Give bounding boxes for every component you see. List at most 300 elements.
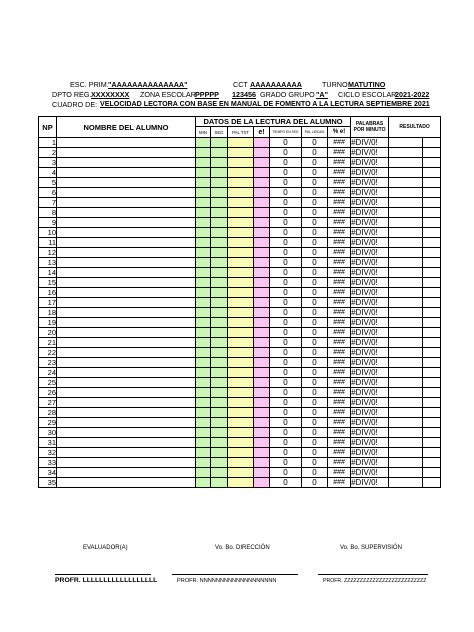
row-tiempo: 0 bbox=[270, 338, 302, 348]
row-extra bbox=[423, 178, 441, 188]
row-palleidas: 0 bbox=[302, 368, 328, 378]
row-nombre bbox=[57, 418, 196, 428]
row-seg bbox=[211, 348, 228, 358]
row-resultado bbox=[389, 318, 423, 328]
row-palabras: #DIV/0! bbox=[351, 368, 389, 378]
row-e bbox=[254, 188, 270, 198]
grado-value: 123456 bbox=[232, 90, 256, 99]
row-np: 19 bbox=[39, 318, 57, 328]
row-tiempo: 0 bbox=[270, 218, 302, 228]
row-palleidas: 0 bbox=[302, 348, 328, 358]
row-np: 30 bbox=[39, 428, 57, 438]
row-np: 25 bbox=[39, 378, 57, 388]
row-seg bbox=[211, 258, 228, 268]
row-paltxt bbox=[228, 458, 254, 468]
row-nombre bbox=[57, 268, 196, 278]
table-row bbox=[39, 318, 441, 328]
row-palleidas: 0 bbox=[302, 358, 328, 368]
row-palabras: #DIV/0! bbox=[351, 158, 389, 168]
row-e bbox=[254, 328, 270, 338]
table-row bbox=[39, 168, 441, 178]
row-palleidas: 0 bbox=[302, 408, 328, 418]
row-palabras: #DIV/0! bbox=[351, 268, 389, 278]
row-e bbox=[254, 248, 270, 258]
row-np: 8 bbox=[39, 208, 57, 218]
row-np: 3 bbox=[39, 158, 57, 168]
turno-value: MATUTINO bbox=[348, 80, 386, 89]
row-resultado bbox=[389, 418, 423, 428]
row-paltxt bbox=[228, 378, 254, 388]
row-min bbox=[196, 478, 211, 488]
table-row bbox=[39, 458, 441, 468]
row-nombre bbox=[57, 348, 196, 358]
row-pct: ### bbox=[328, 468, 351, 478]
row-e bbox=[254, 238, 270, 248]
row-palleidas: 0 bbox=[302, 248, 328, 258]
row-tiempo: 0 bbox=[270, 348, 302, 358]
row-resultado bbox=[389, 408, 423, 418]
row-palleidas: 0 bbox=[302, 418, 328, 428]
row-tiempo: 0 bbox=[270, 398, 302, 408]
table-row bbox=[39, 438, 441, 448]
row-palabras: #DIV/0! bbox=[351, 388, 389, 398]
row-e bbox=[254, 158, 270, 168]
row-extra bbox=[423, 378, 441, 388]
row-palabras: #DIV/0! bbox=[351, 178, 389, 188]
row-e bbox=[254, 198, 270, 208]
row-tiempo: 0 bbox=[270, 148, 302, 158]
row-resultado bbox=[389, 158, 423, 168]
profr-evaluador: PROFR. LLLLLLLLLLLLLLLLLL bbox=[55, 577, 158, 584]
row-paltxt bbox=[228, 308, 254, 318]
row-paltxt bbox=[228, 238, 254, 248]
row-pct: ### bbox=[328, 178, 351, 188]
row-e bbox=[254, 258, 270, 268]
row-min bbox=[196, 378, 211, 388]
row-seg bbox=[211, 328, 228, 338]
row-tiempo: 0 bbox=[270, 478, 302, 488]
row-np: 28 bbox=[39, 408, 57, 418]
table-row bbox=[39, 418, 441, 428]
reading-speed-table bbox=[38, 116, 441, 488]
row-nombre bbox=[57, 158, 196, 168]
col-np-header: NP bbox=[39, 117, 57, 138]
row-tiempo: 0 bbox=[270, 208, 302, 218]
row-np: 26 bbox=[39, 388, 57, 398]
row-palabras: #DIV/0! bbox=[351, 258, 389, 268]
row-pct: ### bbox=[328, 368, 351, 378]
row-paltxt bbox=[228, 208, 254, 218]
row-e bbox=[254, 218, 270, 228]
row-min bbox=[196, 358, 211, 368]
row-min bbox=[196, 328, 211, 338]
row-tiempo: 0 bbox=[270, 328, 302, 338]
row-palleidas: 0 bbox=[302, 338, 328, 348]
row-paltxt bbox=[228, 218, 254, 228]
row-palleidas: 0 bbox=[302, 298, 328, 308]
row-nombre bbox=[57, 338, 196, 348]
row-tiempo: 0 bbox=[270, 428, 302, 438]
row-resultado bbox=[389, 228, 423, 238]
row-paltxt bbox=[228, 168, 254, 178]
row-np: 5 bbox=[39, 178, 57, 188]
row-pct: ### bbox=[328, 148, 351, 158]
col-resultado-header: RESULTADO bbox=[389, 117, 441, 138]
row-paltxt bbox=[228, 228, 254, 238]
profr-direccion: PROFR. NNNNNNNNNNNNNNNNNNN bbox=[177, 578, 277, 584]
row-palleidas: 0 bbox=[302, 288, 328, 298]
row-paltxt bbox=[228, 478, 254, 488]
row-min bbox=[196, 298, 211, 308]
row-e bbox=[254, 358, 270, 368]
row-e bbox=[254, 298, 270, 308]
row-np: 29 bbox=[39, 418, 57, 428]
row-tiempo: 0 bbox=[270, 458, 302, 468]
row-np: 2 bbox=[39, 148, 57, 158]
row-extra bbox=[423, 328, 441, 338]
row-np: 10 bbox=[39, 228, 57, 238]
row-palleidas: 0 bbox=[302, 468, 328, 478]
row-min bbox=[196, 138, 211, 148]
row-extra bbox=[423, 458, 441, 468]
row-e bbox=[254, 278, 270, 288]
row-min bbox=[196, 178, 211, 188]
grado-label: GRADO GRUPO bbox=[260, 90, 315, 99]
table-row bbox=[39, 178, 441, 188]
row-palabras: #DIV/0! bbox=[351, 138, 389, 148]
row-tiempo: 0 bbox=[270, 138, 302, 148]
row-tiempo: 0 bbox=[270, 318, 302, 328]
row-tiempo: 0 bbox=[270, 308, 302, 318]
row-np: 27 bbox=[39, 398, 57, 408]
row-pct: ### bbox=[328, 478, 351, 488]
row-nombre bbox=[57, 138, 196, 148]
col-datos-header: DATOS DE LA LECTURA DEL ALUMNO bbox=[196, 117, 351, 127]
row-np: 32 bbox=[39, 448, 57, 458]
row-tiempo: 0 bbox=[270, 418, 302, 428]
row-extra bbox=[423, 138, 441, 148]
row-resultado bbox=[389, 348, 423, 358]
row-pct: ### bbox=[328, 278, 351, 288]
row-resultado bbox=[389, 358, 423, 368]
sub-tiempo-header: TIEMPO EN SEG bbox=[270, 127, 302, 138]
row-palleidas: 0 bbox=[302, 238, 328, 248]
row-palabras: #DIV/0! bbox=[351, 468, 389, 478]
table-row bbox=[39, 428, 441, 438]
row-nombre bbox=[57, 168, 196, 178]
row-pct: ### bbox=[328, 428, 351, 438]
row-seg bbox=[211, 308, 228, 318]
row-extra bbox=[423, 418, 441, 428]
row-extra bbox=[423, 248, 441, 258]
row-seg bbox=[211, 468, 228, 478]
signature-line-1 bbox=[55, 574, 151, 575]
row-np: 34 bbox=[39, 468, 57, 478]
row-seg bbox=[211, 278, 228, 288]
row-palabras: #DIV/0! bbox=[351, 208, 389, 218]
row-nombre bbox=[57, 258, 196, 268]
row-nombre bbox=[57, 328, 196, 338]
row-seg bbox=[211, 268, 228, 278]
row-min bbox=[196, 288, 211, 298]
dpto-label: DPTO REG. bbox=[52, 90, 92, 99]
row-extra bbox=[423, 158, 441, 168]
row-np: 22 bbox=[39, 348, 57, 358]
row-extra bbox=[423, 318, 441, 328]
row-tiempo: 0 bbox=[270, 468, 302, 478]
row-nombre bbox=[57, 228, 196, 238]
row-np: 6 bbox=[39, 188, 57, 198]
table-row bbox=[39, 378, 441, 388]
row-pct: ### bbox=[328, 448, 351, 458]
row-paltxt bbox=[228, 148, 254, 158]
row-min bbox=[196, 318, 211, 328]
sub-seg-header: SEG bbox=[211, 127, 228, 138]
row-np: 9 bbox=[39, 218, 57, 228]
row-extra bbox=[423, 398, 441, 408]
row-extra bbox=[423, 288, 441, 298]
row-min bbox=[196, 158, 211, 168]
cuadro-value: VELOCIDAD LECTORA CON BASE EN MANUAL DE FOMENTO A LA LECTURA SEPTIEMBRE 2021 bbox=[100, 100, 430, 108]
row-nombre bbox=[57, 368, 196, 378]
row-min bbox=[196, 218, 211, 228]
grupo-value: "A" bbox=[316, 90, 329, 99]
row-resultado bbox=[389, 198, 423, 208]
row-extra bbox=[423, 338, 441, 348]
row-seg bbox=[211, 338, 228, 348]
row-paltxt bbox=[228, 388, 254, 398]
row-min bbox=[196, 408, 211, 418]
table-body bbox=[39, 138, 441, 488]
col-nombre-header: NOMBRE DEL ALUMNO bbox=[57, 117, 196, 138]
row-resultado bbox=[389, 268, 423, 278]
row-nombre bbox=[57, 218, 196, 228]
row-np: 11 bbox=[39, 238, 57, 248]
row-pct: ### bbox=[328, 238, 351, 248]
row-min bbox=[196, 428, 211, 438]
row-np: 24 bbox=[39, 368, 57, 378]
row-palabras: #DIV/0! bbox=[351, 308, 389, 318]
row-palabras: #DIV/0! bbox=[351, 278, 389, 288]
row-resultado bbox=[389, 258, 423, 268]
row-seg bbox=[211, 388, 228, 398]
row-palleidas: 0 bbox=[302, 378, 328, 388]
table-row bbox=[39, 308, 441, 318]
col-palabras-header: PALABRAS POR MINUTO bbox=[351, 117, 389, 138]
row-extra bbox=[423, 438, 441, 448]
row-paltxt bbox=[228, 398, 254, 408]
row-extra bbox=[423, 258, 441, 268]
row-resultado bbox=[389, 308, 423, 318]
row-seg bbox=[211, 218, 228, 228]
row-palabras: #DIV/0! bbox=[351, 378, 389, 388]
row-min bbox=[196, 248, 211, 258]
row-e bbox=[254, 468, 270, 478]
row-np: 17 bbox=[39, 298, 57, 308]
row-palleidas: 0 bbox=[302, 268, 328, 278]
ciclo-value: 2021-2022 bbox=[395, 90, 430, 99]
row-min bbox=[196, 448, 211, 458]
row-tiempo: 0 bbox=[270, 408, 302, 418]
table-row bbox=[39, 228, 441, 238]
row-resultado bbox=[389, 148, 423, 158]
row-pct: ### bbox=[328, 308, 351, 318]
row-palleidas: 0 bbox=[302, 388, 328, 398]
row-extra bbox=[423, 278, 441, 288]
row-pct: ### bbox=[328, 228, 351, 238]
row-extra bbox=[423, 468, 441, 478]
row-pct: ### bbox=[328, 268, 351, 278]
table-row bbox=[39, 208, 441, 218]
row-seg bbox=[211, 178, 228, 188]
row-min bbox=[196, 258, 211, 268]
row-resultado bbox=[389, 448, 423, 458]
row-pct: ### bbox=[328, 338, 351, 348]
row-tiempo: 0 bbox=[270, 438, 302, 448]
table-row bbox=[39, 218, 441, 228]
row-extra bbox=[423, 428, 441, 438]
row-e bbox=[254, 138, 270, 148]
row-paltxt bbox=[228, 198, 254, 208]
row-palleidas: 0 bbox=[302, 448, 328, 458]
row-pct: ### bbox=[328, 348, 351, 358]
row-resultado bbox=[389, 298, 423, 308]
row-pct: ### bbox=[328, 218, 351, 228]
row-nombre bbox=[57, 318, 196, 328]
row-np: 13 bbox=[39, 258, 57, 268]
row-resultado bbox=[389, 458, 423, 468]
row-e bbox=[254, 168, 270, 178]
table-row bbox=[39, 238, 441, 248]
row-resultado bbox=[389, 248, 423, 258]
row-resultado bbox=[389, 278, 423, 288]
row-resultado bbox=[389, 238, 423, 248]
turno-label: TURNO bbox=[322, 80, 348, 89]
row-palabras: #DIV/0! bbox=[351, 478, 389, 488]
row-paltxt bbox=[228, 248, 254, 258]
row-resultado bbox=[389, 468, 423, 478]
row-np: 21 bbox=[39, 338, 57, 348]
row-palabras: #DIV/0! bbox=[351, 298, 389, 308]
row-palleidas: 0 bbox=[302, 198, 328, 208]
row-seg bbox=[211, 288, 228, 298]
row-seg bbox=[211, 448, 228, 458]
row-nombre bbox=[57, 428, 196, 438]
row-palabras: #DIV/0! bbox=[351, 438, 389, 448]
row-resultado bbox=[389, 288, 423, 298]
row-e bbox=[254, 228, 270, 238]
row-paltxt bbox=[228, 318, 254, 328]
row-min bbox=[196, 308, 211, 318]
table-row bbox=[39, 268, 441, 278]
row-extra bbox=[423, 298, 441, 308]
row-e bbox=[254, 318, 270, 328]
row-nombre bbox=[57, 378, 196, 388]
row-nombre bbox=[57, 288, 196, 298]
row-palleidas: 0 bbox=[302, 188, 328, 198]
row-extra bbox=[423, 168, 441, 178]
cuadro-label: CUADRO DE: bbox=[52, 100, 98, 109]
row-nombre bbox=[57, 248, 196, 258]
row-resultado bbox=[389, 378, 423, 388]
row-nombre bbox=[57, 208, 196, 218]
row-extra bbox=[423, 228, 441, 238]
row-tiempo: 0 bbox=[270, 268, 302, 278]
row-np: 4 bbox=[39, 168, 57, 178]
row-pct: ### bbox=[328, 158, 351, 168]
row-seg bbox=[211, 418, 228, 428]
row-resultado bbox=[389, 388, 423, 398]
row-extra bbox=[423, 358, 441, 368]
row-palabras: #DIV/0! bbox=[351, 148, 389, 158]
cct-value: AAAAAAAAAA bbox=[250, 80, 302, 89]
row-e bbox=[254, 378, 270, 388]
row-pct: ### bbox=[328, 358, 351, 368]
row-min bbox=[196, 368, 211, 378]
row-e bbox=[254, 348, 270, 358]
row-pct: ### bbox=[328, 288, 351, 298]
row-palleidas: 0 bbox=[302, 328, 328, 338]
row-tiempo: 0 bbox=[270, 448, 302, 458]
row-resultado bbox=[389, 188, 423, 198]
row-tiempo: 0 bbox=[270, 198, 302, 208]
table-row bbox=[39, 478, 441, 488]
row-np: 7 bbox=[39, 198, 57, 208]
row-paltxt bbox=[228, 188, 254, 198]
row-extra bbox=[423, 348, 441, 358]
table-row bbox=[39, 448, 441, 458]
row-paltxt bbox=[228, 278, 254, 288]
row-paltxt bbox=[228, 258, 254, 268]
row-min bbox=[196, 268, 211, 278]
row-min bbox=[196, 468, 211, 478]
row-palleidas: 0 bbox=[302, 438, 328, 448]
row-e bbox=[254, 408, 270, 418]
sub-min-header: MIN bbox=[196, 127, 211, 138]
row-e bbox=[254, 338, 270, 348]
row-e bbox=[254, 208, 270, 218]
row-tiempo: 0 bbox=[270, 288, 302, 298]
row-palabras: #DIV/0! bbox=[351, 248, 389, 258]
row-extra bbox=[423, 448, 441, 458]
profr-supervision: PROFR. ZZZZZZZZZZZZZZZZZZZZZZZZZZ bbox=[323, 578, 427, 584]
row-resultado bbox=[389, 338, 423, 348]
row-seg bbox=[211, 318, 228, 328]
row-nombre bbox=[57, 238, 196, 248]
row-tiempo: 0 bbox=[270, 388, 302, 398]
row-palleidas: 0 bbox=[302, 318, 328, 328]
row-e bbox=[254, 448, 270, 458]
row-palleidas: 0 bbox=[302, 278, 328, 288]
row-palabras: #DIV/0! bbox=[351, 398, 389, 408]
table-row bbox=[39, 248, 441, 258]
row-e bbox=[254, 428, 270, 438]
row-nombre bbox=[57, 198, 196, 208]
row-palabras: #DIV/0! bbox=[351, 188, 389, 198]
row-e bbox=[254, 308, 270, 318]
row-nombre bbox=[57, 178, 196, 188]
row-nombre bbox=[57, 188, 196, 198]
signature-line-3 bbox=[318, 574, 428, 575]
row-extra bbox=[423, 218, 441, 228]
row-extra bbox=[423, 368, 441, 378]
row-resultado bbox=[389, 218, 423, 228]
row-tiempo: 0 bbox=[270, 258, 302, 268]
table-row bbox=[39, 278, 441, 288]
row-e bbox=[254, 398, 270, 408]
row-palabras: #DIV/0! bbox=[351, 328, 389, 338]
row-tiempo: 0 bbox=[270, 248, 302, 258]
